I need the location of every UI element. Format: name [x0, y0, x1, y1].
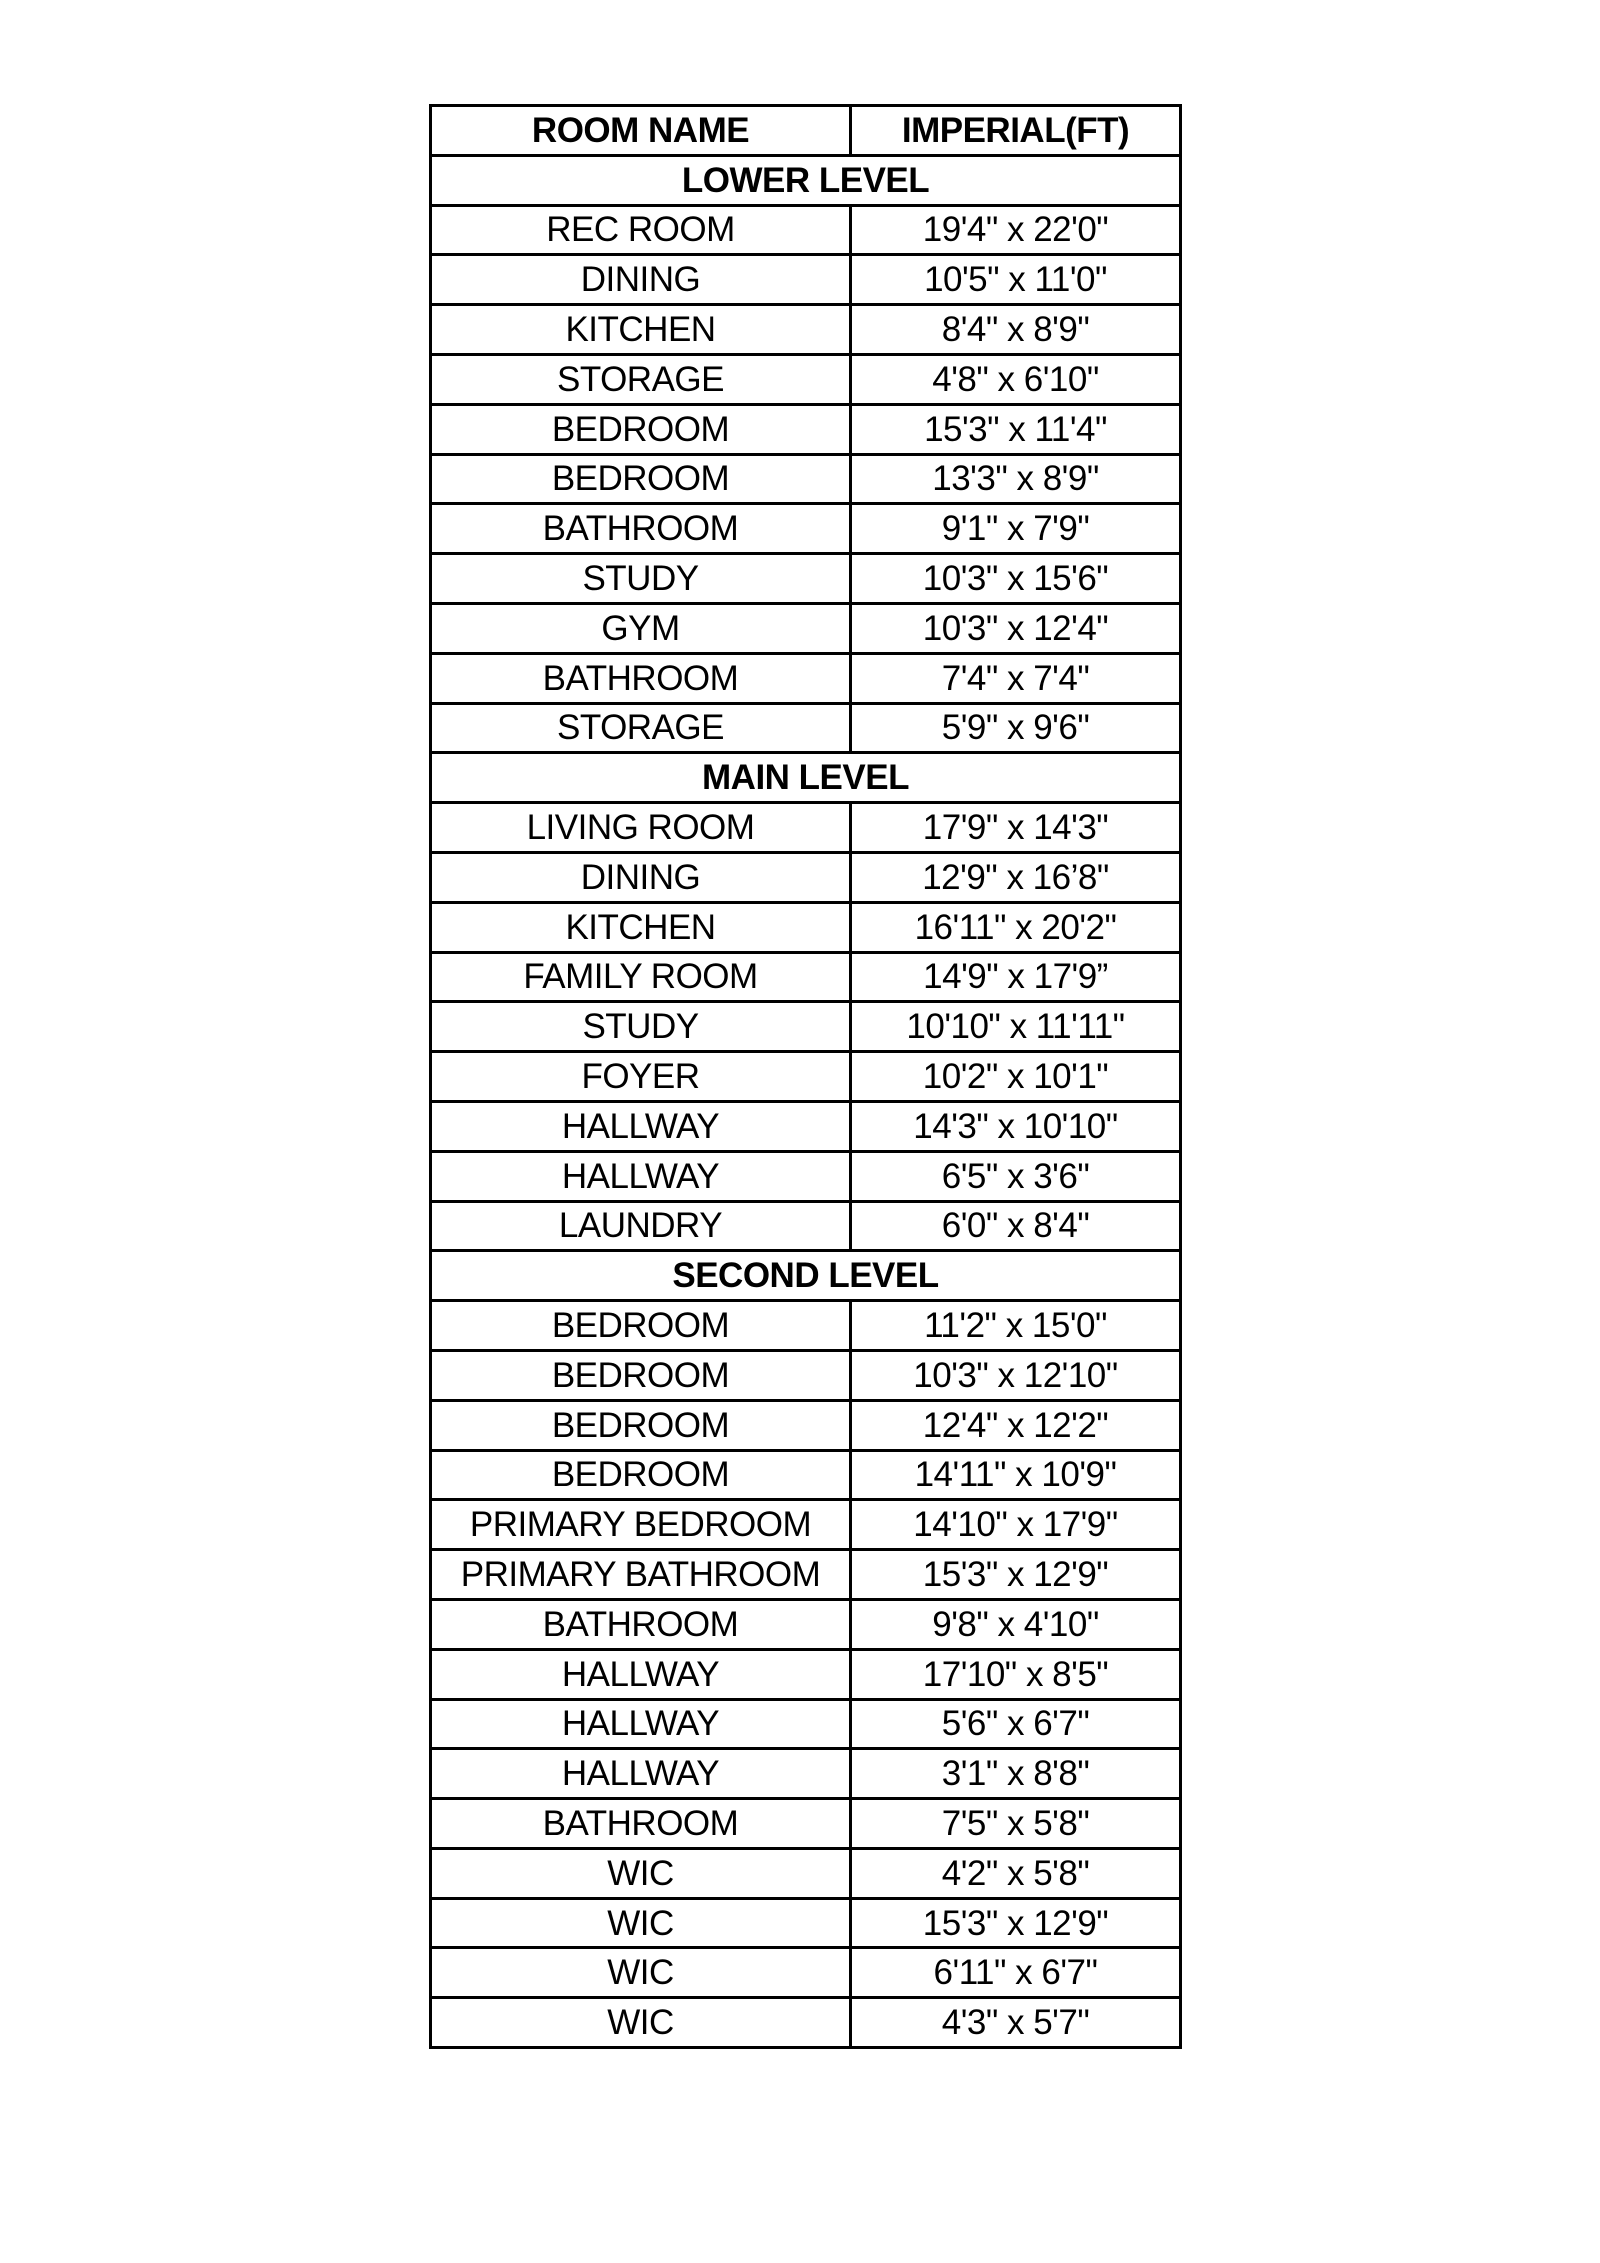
room-name-cell: BEDROOM — [431, 1350, 851, 1400]
table-body — [431, 155, 1181, 2047]
room-name-cell: HALLWAY — [431, 1101, 851, 1151]
table-row — [431, 1649, 1181, 1699]
table-row — [431, 852, 1181, 902]
room-size-cell: 10'3" x 15'6" — [851, 554, 1181, 604]
room-size-cell: 15'3" x 12'9" — [851, 1550, 1181, 1600]
room-size-cell: 13'3" x 8'9" — [851, 454, 1181, 504]
room-name-cell: REC ROOM — [431, 205, 851, 255]
room-name-cell: WIC — [431, 1898, 851, 1948]
room-name-cell: BEDROOM — [431, 1301, 851, 1351]
table-row — [431, 1450, 1181, 1500]
room-size-cell: 10'2" x 10'1" — [851, 1052, 1181, 1102]
table-row — [431, 1699, 1181, 1749]
table-row — [431, 255, 1181, 305]
table-row — [431, 1301, 1181, 1351]
room-size-cell: 9'8" x 4'10" — [851, 1599, 1181, 1649]
room-name-cell: PRIMARY BATHROOM — [431, 1550, 851, 1600]
room-size-cell: 6'0" x 8'4" — [851, 1201, 1181, 1251]
room-name-cell: KITCHEN — [431, 902, 851, 952]
table-row — [431, 703, 1181, 753]
room-name-cell: DINING — [431, 255, 851, 305]
room-name-cell: BATHROOM — [431, 1799, 851, 1849]
level-header-row — [431, 1251, 1181, 1301]
room-name-cell: PRIMARY BEDROOM — [431, 1500, 851, 1550]
room-name-cell: LIVING ROOM — [431, 803, 851, 853]
table-row — [431, 305, 1181, 355]
table-row — [431, 205, 1181, 255]
room-name-cell: GYM — [431, 603, 851, 653]
table-row — [431, 404, 1181, 454]
level-title: MAIN LEVEL — [431, 753, 1181, 803]
table-row — [431, 1599, 1181, 1649]
room-name-cell: DINING — [431, 852, 851, 902]
room-size-cell: 7'5" x 5'8" — [851, 1799, 1181, 1849]
room-size-cell: 15'3" x 11'4" — [851, 404, 1181, 454]
table-row — [431, 603, 1181, 653]
table-row — [431, 902, 1181, 952]
table-row — [431, 653, 1181, 703]
room-name-cell: FAMILY ROOM — [431, 952, 851, 1002]
room-size-cell: 5'9" x 9'6" — [851, 703, 1181, 753]
room-size-cell: 17'9" x 14'3" — [851, 803, 1181, 853]
room-size-cell: 4'8" x 6'10" — [851, 354, 1181, 404]
room-size-cell: 12'9" x 16’8" — [851, 852, 1181, 902]
room-name-cell: BATHROOM — [431, 1599, 851, 1649]
room-name-cell: STUDY — [431, 1002, 851, 1052]
room-size-cell: 14'9" x 17'9” — [851, 952, 1181, 1002]
room-name-cell: BATHROOM — [431, 504, 851, 554]
room-name-cell: LAUNDRY — [431, 1201, 851, 1251]
table-row — [431, 504, 1181, 554]
room-name-cell: HALLWAY — [431, 1649, 851, 1699]
room-name-cell: BEDROOM — [431, 404, 851, 454]
table-row — [431, 1749, 1181, 1799]
room-name-cell: BEDROOM — [431, 454, 851, 504]
level-header-row — [431, 753, 1181, 803]
room-size-cell: 14'3" x 10'10" — [851, 1101, 1181, 1151]
table-row — [431, 1799, 1181, 1849]
table-row — [431, 454, 1181, 504]
table-row — [431, 1898, 1181, 1948]
room-size-cell: 10'5" x 11'0" — [851, 255, 1181, 305]
room-name-cell: HALLWAY — [431, 1699, 851, 1749]
room-size-cell: 6'5" x 3'6" — [851, 1151, 1181, 1201]
table-row — [431, 1400, 1181, 1450]
room-name-cell: WIC — [431, 1848, 851, 1898]
table-row — [431, 354, 1181, 404]
room-size-cell: 4'3" x 5'7" — [851, 1998, 1181, 2048]
room-size-cell: 3'1" x 8'8" — [851, 1749, 1181, 1799]
level-header-row — [431, 155, 1181, 205]
table-row — [431, 1201, 1181, 1251]
room-size-cell: 14'11" x 10'9" — [851, 1450, 1181, 1500]
room-size-cell: 8'4" x 8'9" — [851, 305, 1181, 355]
room-size-cell: 7'4" x 7'4" — [851, 653, 1181, 703]
room-size-cell: 5'6" x 6'7" — [851, 1699, 1181, 1749]
table-row — [431, 803, 1181, 853]
header-room-name: ROOM NAME — [431, 106, 851, 156]
room-name-cell: BEDROOM — [431, 1400, 851, 1450]
table-row — [431, 554, 1181, 604]
table-row — [431, 1848, 1181, 1898]
table-row — [431, 1948, 1181, 1998]
table-row — [431, 1550, 1181, 1600]
table-row — [431, 1052, 1181, 1102]
room-size-cell: 10'10" x 11'11" — [851, 1002, 1181, 1052]
level-title: LOWER LEVEL — [431, 155, 1181, 205]
table-row — [431, 1500, 1181, 1550]
room-dimensions-table — [429, 104, 1182, 2049]
room-size-cell: 17'10" x 8'5" — [851, 1649, 1181, 1699]
room-name-cell: FOYER — [431, 1052, 851, 1102]
header-row — [431, 106, 1181, 156]
table-row — [431, 1998, 1181, 2048]
room-name-cell: WIC — [431, 1998, 851, 2048]
room-size-cell: 4'2" x 5'8" — [851, 1848, 1181, 1898]
room-name-cell: STORAGE — [431, 354, 851, 404]
table-row — [431, 1101, 1181, 1151]
room-size-cell: 11'2" x 15'0" — [851, 1301, 1181, 1351]
level-title: SECOND LEVEL — [431, 1251, 1181, 1301]
room-name-cell: KITCHEN — [431, 305, 851, 355]
table-row — [431, 1002, 1181, 1052]
room-name-cell: BATHROOM — [431, 653, 851, 703]
table-row — [431, 952, 1181, 1002]
room-size-cell: 14'10" x 17'9" — [851, 1500, 1181, 1550]
table-row — [431, 1350, 1181, 1400]
room-name-cell: STUDY — [431, 554, 851, 604]
room-size-cell: 12'4" x 12'2" — [851, 1400, 1181, 1450]
room-name-cell: BEDROOM — [431, 1450, 851, 1500]
room-name-cell: HALLWAY — [431, 1749, 851, 1799]
header-imperial: IMPERIAL(FT) — [851, 106, 1181, 156]
room-size-cell: 9'1" x 7'9" — [851, 504, 1181, 554]
room-name-cell: WIC — [431, 1948, 851, 1998]
room-name-cell: HALLWAY — [431, 1151, 851, 1201]
table-row — [431, 1151, 1181, 1201]
room-size-cell: 19'4" x 22'0" — [851, 205, 1181, 255]
room-size-cell: 6'11" x 6'7" — [851, 1948, 1181, 1998]
room-name-cell: STORAGE — [431, 703, 851, 753]
room-size-cell: 10'3" x 12'10" — [851, 1350, 1181, 1400]
room-size-cell: 15'3" x 12'9" — [851, 1898, 1181, 1948]
room-size-cell: 16'11" x 20'2" — [851, 902, 1181, 952]
room-size-cell: 10'3" x 12'4" — [851, 603, 1181, 653]
